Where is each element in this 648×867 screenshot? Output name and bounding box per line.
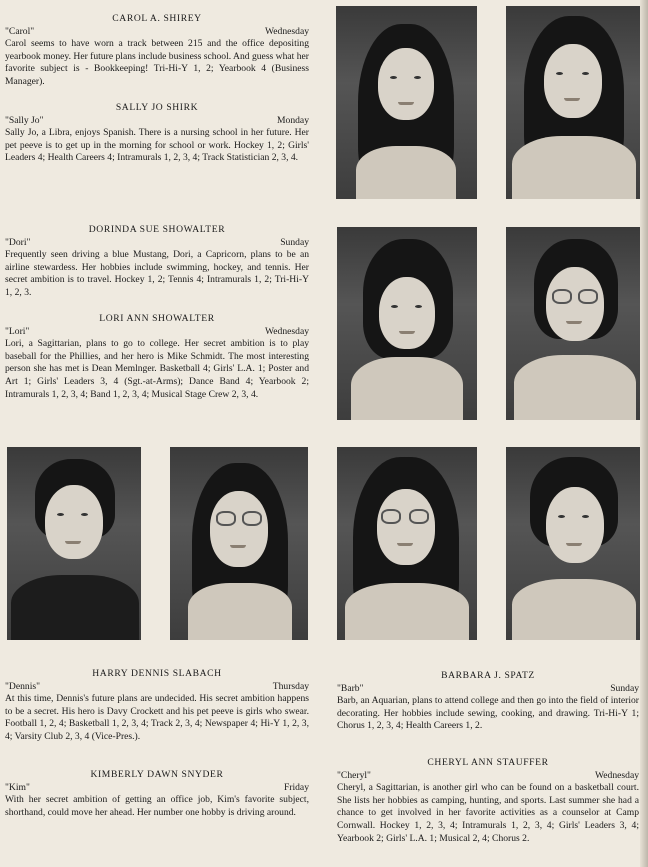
bio-dorinda-showalter xyxy=(5,224,309,300)
bio-name: CAROL A. SHIREY xyxy=(112,13,202,24)
bio-text: Barb, an Aquarian, plans to attend college and then go into the field of interior decorating. Her hobbies include sewing, cooking, and drawing. Tri-Hi-Y 1; Chorus 1, 2, 3, 4; Health Careers 1, 2. xyxy=(337,695,639,732)
bio-name: BARBARA J. SPATZ xyxy=(441,670,535,681)
bio-sally-jo-shirk xyxy=(5,102,309,165)
portrait-photo-dennis xyxy=(7,447,141,640)
bio-cheryl-stauffer xyxy=(337,757,639,845)
bio-kimberly-snyder xyxy=(5,769,309,819)
bio-nickname: "Kim" xyxy=(5,781,30,793)
portrait-photo-sally-jo xyxy=(506,6,642,199)
bio-nickname: "Cheryl" xyxy=(337,769,371,781)
bio-nickname: "Carol" xyxy=(5,25,35,37)
bio-text: Cheryl, a Sagittarian, is another girl who can be found on a basketball court. She lists her hobbies as camping, hunting, and sports. Last summer she had a chance to get involved in her favorite activities as a counselor at Camp Cornwall. Hockey 1, 2, 3, 4; Intramurals 1, 2, 3, 4; Girls' Leaders 3, 4; Yearbook 2; Girls' L.A. 1; Musical 2, 4; Chorus 2. xyxy=(337,782,639,844)
bio-day: Sunday xyxy=(610,682,639,694)
page-spine-shadow xyxy=(640,0,648,867)
bio-nickname: "Barb" xyxy=(337,682,364,694)
bio-text: At this time, Dennis's future plans are undecided. His secret ambition happens to be a secret. His hero is Davy Crockett and his pet peeve is girls who swear. Football 1, 2, 4; Basketball 1, 2, 3, 4; Track 2, 3, 4; Newspaper 4; Hi-Y 1, 2, 3, 4; Varsity Club 2, 3, 4 (Vice-Pres.). xyxy=(5,693,309,742)
bio-nickname: "Dennis" xyxy=(5,680,41,692)
bio-name: KIMBERLY DAWN SNYDER xyxy=(90,769,224,780)
bio-text: Sally Jo, a Libra, enjoys Spanish. There is a nursing school in her future. Her pet peeve is to get up in the morning for school or work. Hockey 1, 2; Girls' Leaders 4; Health Careers 4; Intramurals 1, 2, 3, 4; Track Statistician 2, 3, 4. xyxy=(5,127,309,164)
portrait-photo-kimberly xyxy=(170,447,308,640)
bio-name: DORINDA SUE SHOWALTER xyxy=(88,224,226,235)
portrait-photo-cheryl xyxy=(506,447,642,640)
portrait-photo-lori xyxy=(506,227,642,420)
bio-carol-shirey xyxy=(5,13,309,89)
bio-name: LORI ANN SHOWALTER xyxy=(99,313,215,324)
portrait-photo-dorinda xyxy=(337,227,477,420)
bio-day: Wednesday xyxy=(595,769,639,781)
bio-name: HARRY DENNIS SLABACH xyxy=(92,668,222,679)
bio-nickname: "Lori" xyxy=(5,325,30,337)
bio-day: Monday xyxy=(277,114,309,126)
portrait-photo-barbara xyxy=(337,447,477,640)
bio-name: SALLY JO SHIRK xyxy=(115,102,199,113)
bio-lori-showalter xyxy=(5,313,309,401)
bio-day: Friday xyxy=(283,781,309,793)
bio-text: Frequently seen driving a blue Mustang, Dori, a Capricorn, plans to be an airline stewardess. Her hobbies include swimming, hockey, and tennis. Her secret ambition is to travel. Hockey 1, 2; Tennis 4; Intramurals 1, 2; Tri-Hi-Y 1, 2, 3. xyxy=(5,249,309,298)
portrait-photo-carol xyxy=(336,6,477,199)
bio-text: Carol seems to have worn a track between 215 and the office depositing yearbook money. Her future plans include business school. And guess what her favorite subject is - Bookkeeping! Tri-Hi-Y 1, 2; Yearbook 4 (Business Manager). xyxy=(5,38,309,87)
bio-nickname: "Sally Jo" xyxy=(5,114,44,126)
bio-dennis-slabach xyxy=(5,668,309,744)
bio-nickname: "Dori" xyxy=(5,236,31,248)
bio-barbara-spatz xyxy=(337,670,639,733)
bio-day: Thursday xyxy=(272,680,309,692)
bio-text: Lori, a Sagittarian, plans to go to college. Her secret ambition is to play baseball for the Phillies, and her hero is Mike Schmidt. The most interesting person she has met is Dean Memlnger. Basketball 4; Girls' L.A. 1; Poster and Art 1; Girls' Leaders 3, 4 (Sgt.-at-Arms); Dance Band 4; Yearbook 2; Intramurals 1, 2, 3, 4; Band 1, 2, 3, 4; Musical Stage Crew 2, 3, 4. xyxy=(5,338,309,400)
bio-day: Sunday xyxy=(280,236,309,248)
bio-day: Wednesday xyxy=(265,25,309,37)
bio-text: With her secret ambition of getting an office job, Kim's favorite subject, shorthand, could move her ahead. Her number one hobby is driving around. xyxy=(5,794,309,818)
bio-name: CHERYL ANN STAUFFER xyxy=(427,757,549,768)
bio-day: Wednesday xyxy=(265,325,309,337)
